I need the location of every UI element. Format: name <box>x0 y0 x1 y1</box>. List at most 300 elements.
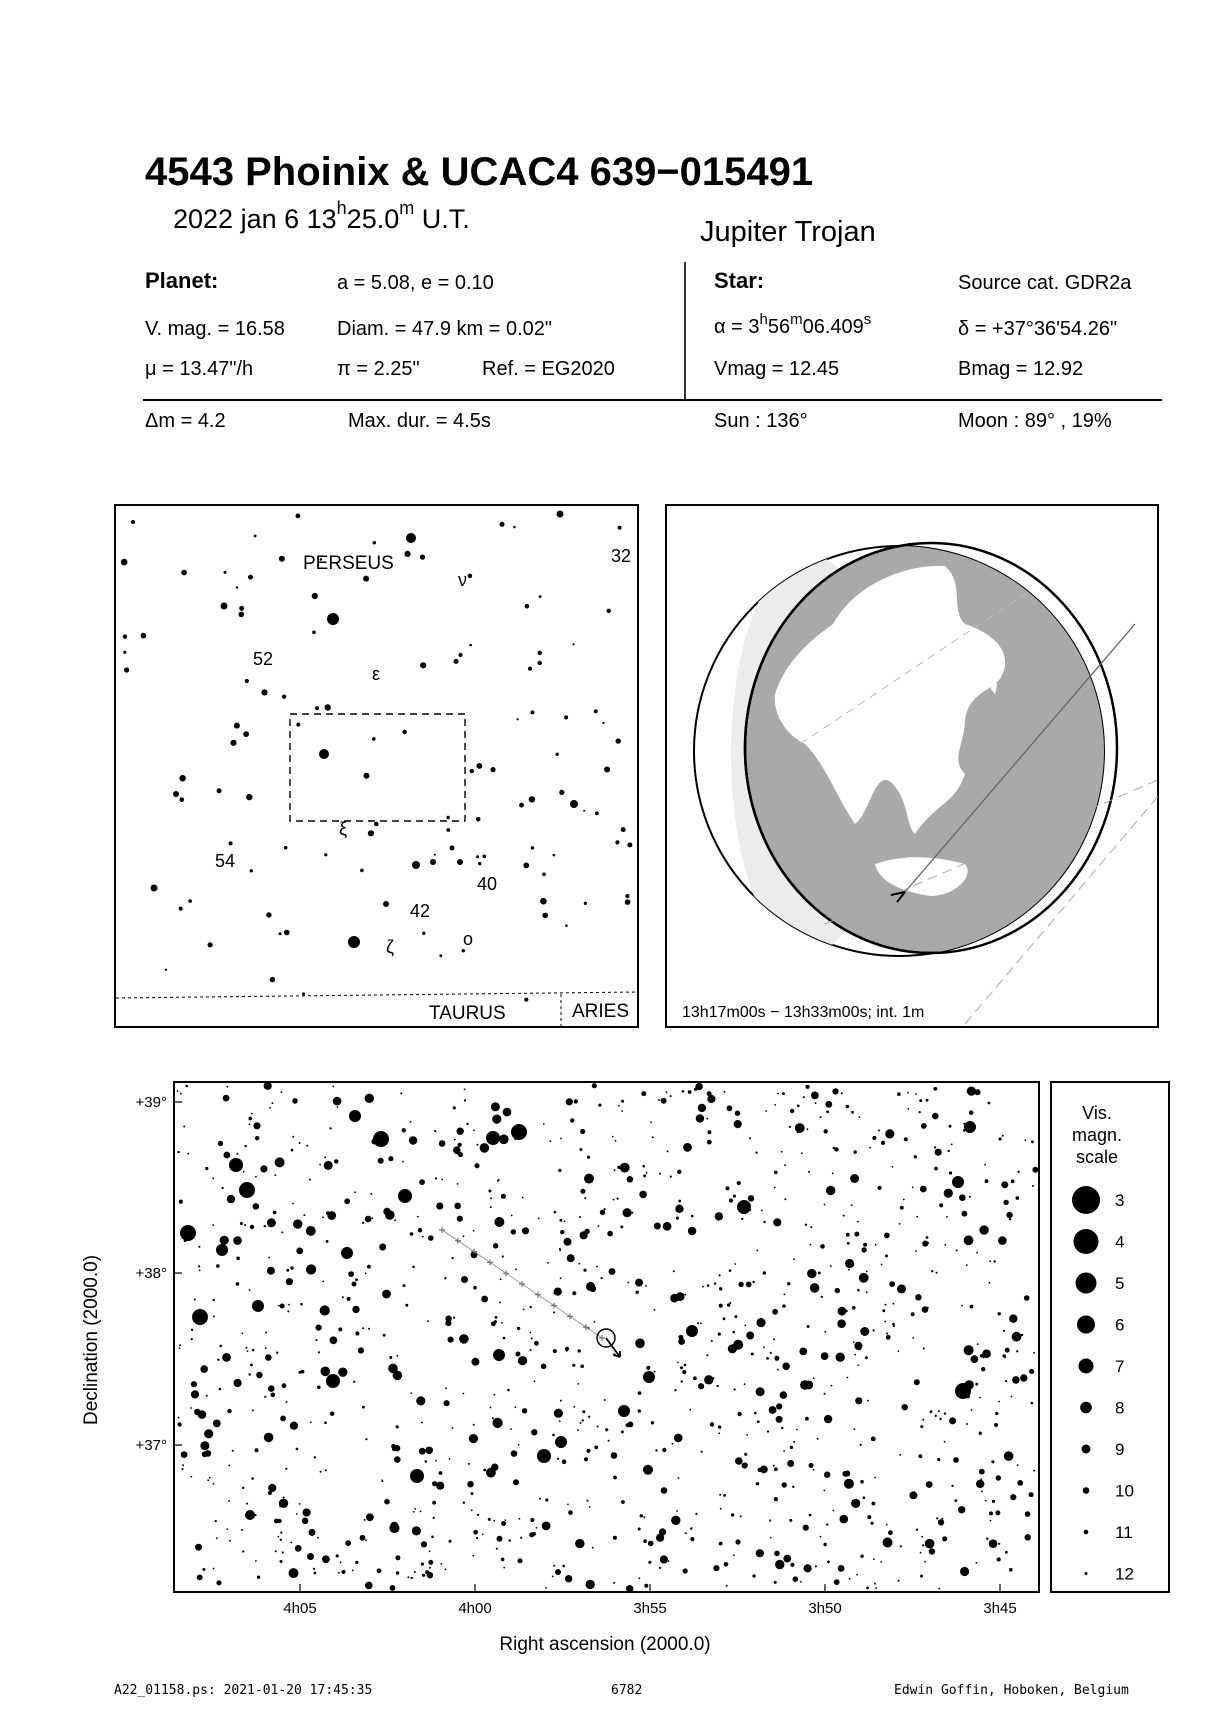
chart-star <box>236 1282 240 1286</box>
chart-star <box>948 1150 950 1152</box>
chart-star <box>1029 1369 1034 1374</box>
chart-star <box>444 1277 446 1279</box>
chart-star <box>436 1482 444 1490</box>
chart-star <box>280 1539 282 1541</box>
chart-star <box>886 1335 891 1340</box>
chart-star <box>988 1282 990 1284</box>
chart-star <box>866 1271 868 1273</box>
chart-star <box>364 1519 366 1521</box>
chart-star <box>824 1415 832 1423</box>
chart-star <box>370 1193 372 1195</box>
chart-star <box>353 1381 355 1383</box>
chart-star <box>371 1139 377 1145</box>
chart-star <box>793 1258 795 1260</box>
chart-star <box>683 1143 692 1152</box>
chart-star <box>711 1340 713 1342</box>
chart-star <box>578 1349 581 1352</box>
chart-star <box>663 1222 672 1231</box>
chart-star <box>405 1304 408 1307</box>
chart-star <box>223 1095 230 1102</box>
chart-star <box>541 1364 547 1370</box>
star-label-40: 40 <box>477 874 498 894</box>
chart-star <box>217 1359 219 1361</box>
chart-star <box>233 1236 242 1245</box>
chart-star <box>398 1189 412 1203</box>
chart-star <box>252 1349 255 1352</box>
chart-star <box>937 1458 940 1461</box>
finder-star <box>538 661 542 665</box>
chart-star <box>409 1136 417 1144</box>
chart-star <box>494 1217 504 1227</box>
chart-star <box>880 1561 882 1563</box>
chart-star <box>827 1561 830 1564</box>
chart-star <box>1016 1196 1020 1200</box>
chart-star <box>774 1356 779 1361</box>
chart-star <box>915 1250 917 1252</box>
chart-star <box>562 1460 567 1465</box>
legend-dot <box>1072 1186 1100 1214</box>
finder-star <box>296 514 301 519</box>
finder-star <box>141 633 147 639</box>
chart-star <box>635 1339 645 1349</box>
chart-star <box>197 1575 203 1581</box>
chart-star <box>321 1367 331 1377</box>
chart-star <box>326 1240 329 1243</box>
chart-star <box>219 1388 222 1391</box>
chart-star <box>620 1225 623 1228</box>
chart-star <box>586 1580 595 1589</box>
chart-star <box>251 1113 253 1115</box>
legend-mag-label: 9 <box>1115 1440 1125 1459</box>
chart-star <box>565 1575 572 1582</box>
chart-star <box>285 1468 287 1470</box>
chart-star <box>758 1468 762 1472</box>
chart-star <box>964 1121 976 1133</box>
chart-star <box>700 1323 702 1325</box>
chart-star <box>646 1172 648 1174</box>
footer-file: A22_01158.ps: 2021-01-20 17:45:35 <box>114 1683 373 1698</box>
chart-star <box>244 1224 246 1226</box>
chart-star <box>457 1143 461 1147</box>
chart-star <box>846 1233 850 1237</box>
chart-star <box>994 1423 998 1427</box>
chart-star <box>268 1385 275 1392</box>
info-table-lines <box>0 0 1212 460</box>
chart-star <box>636 1291 639 1294</box>
chart-star <box>729 1198 733 1202</box>
chart-star <box>452 1257 454 1259</box>
chart-star <box>989 1539 998 1548</box>
finder-star <box>312 593 318 599</box>
chart-star <box>577 1383 579 1385</box>
chart-star <box>473 1530 478 1535</box>
finder-star <box>123 634 127 638</box>
chart-star <box>782 1482 787 1487</box>
chart-star <box>601 1277 603 1279</box>
finder-star <box>261 689 267 695</box>
finder-star <box>595 811 599 815</box>
chart-star <box>754 1412 757 1415</box>
chart-star <box>807 1325 810 1328</box>
chart-star <box>953 1457 959 1463</box>
finder-star <box>594 709 598 713</box>
chart-star <box>912 1337 914 1339</box>
chart-star <box>737 1200 751 1214</box>
chart-star <box>1017 1171 1019 1173</box>
chart-star <box>324 1421 327 1424</box>
chart-star <box>840 1515 849 1524</box>
chart-star <box>963 1129 966 1132</box>
chart-star <box>586 1282 595 1291</box>
chart-star <box>729 1269 732 1272</box>
chart-star <box>774 1581 777 1584</box>
finder-star <box>420 555 425 560</box>
chart-star <box>706 1354 708 1356</box>
chart-star <box>429 1551 431 1553</box>
chart-star <box>980 1478 982 1480</box>
chart-star <box>851 1111 854 1114</box>
star-label-omicron: o <box>463 929 474 949</box>
chart-star <box>440 1563 442 1565</box>
chart-star <box>975 1089 981 1095</box>
chart-star <box>433 1517 435 1519</box>
chart-star <box>607 1231 613 1237</box>
chart-star <box>654 1309 656 1311</box>
finder-star <box>284 930 290 936</box>
legend-title-1: Vis. <box>1082 1103 1112 1123</box>
chart-star <box>702 1286 704 1288</box>
planet-label: Planet: <box>145 268 219 293</box>
chart-star <box>459 1334 469 1344</box>
finder-star <box>618 526 622 530</box>
chart-star <box>344 1198 350 1204</box>
chart-star <box>490 1407 492 1409</box>
chart-star <box>577 1429 579 1431</box>
chart-star <box>306 1226 316 1236</box>
chart-star <box>530 1518 534 1522</box>
planet-parallax: π = 2.25" <box>337 358 420 380</box>
chart-star <box>966 1264 968 1266</box>
chart-star <box>185 1085 188 1088</box>
chart-star <box>422 1236 424 1238</box>
chart-star <box>830 1265 832 1267</box>
chart-star <box>255 1136 259 1140</box>
finder-star <box>270 977 275 982</box>
chart-star <box>874 1583 876 1585</box>
finder-star <box>173 791 179 797</box>
planet-orbit: a = 5.08, e = 0.10 <box>337 272 494 294</box>
y-axis-label: Declination (2000.0) <box>81 1254 102 1426</box>
chart-star <box>213 1315 215 1317</box>
chart-star <box>518 1558 523 1563</box>
finder-star <box>181 570 187 576</box>
chart-star <box>756 1549 764 1557</box>
chart-star <box>429 1567 431 1569</box>
chart-star <box>683 1568 688 1573</box>
chart-star <box>621 1430 624 1433</box>
chart-star <box>869 1147 871 1149</box>
chart-star <box>949 1171 952 1174</box>
chart-star <box>278 1305 280 1307</box>
chart-star <box>594 1446 598 1450</box>
chart-star <box>1005 1348 1010 1353</box>
finder-star <box>372 737 376 741</box>
finder-star <box>539 595 542 598</box>
chart-star <box>689 1409 691 1411</box>
finder-star <box>282 695 286 699</box>
chart-star <box>892 1166 894 1168</box>
chart-star <box>250 1225 254 1229</box>
chart-star <box>815 1102 817 1104</box>
chart-star <box>979 1432 982 1435</box>
legend-dot <box>1083 1487 1090 1494</box>
legend-dot <box>1082 1445 1091 1454</box>
finder-star <box>500 522 505 527</box>
chart-star <box>813 1469 815 1471</box>
chart-star <box>846 1105 850 1109</box>
chart-star <box>273 1211 277 1215</box>
chart-star <box>718 1333 721 1336</box>
chart-star <box>574 1099 578 1103</box>
chart-star <box>318 1351 320 1353</box>
chart-star <box>572 1364 575 1367</box>
chart-star <box>878 1130 880 1132</box>
chart-star <box>178 1417 180 1419</box>
chart-star <box>666 1091 668 1093</box>
star-label-52: 52 <box>253 649 274 669</box>
chart-star <box>923 1348 925 1350</box>
chart-star <box>998 1543 1000 1545</box>
chart-star <box>439 1471 443 1475</box>
chart-star <box>587 1500 589 1502</box>
chart-star <box>621 1110 623 1112</box>
chart-star <box>222 1187 224 1189</box>
chart-star <box>994 1260 996 1262</box>
chart-star <box>815 1565 817 1567</box>
chart-star <box>897 1284 906 1293</box>
chart-star <box>365 1273 367 1275</box>
chart-star <box>299 1371 302 1374</box>
chart-star <box>385 1210 395 1220</box>
chart-star <box>564 1220 566 1222</box>
chart-star <box>436 1203 443 1210</box>
chart-star <box>598 1225 600 1227</box>
chart-star <box>680 1366 683 1369</box>
chart-star <box>774 1467 778 1471</box>
chart-star <box>216 1580 221 1585</box>
chart-star <box>320 1305 330 1315</box>
chart-star <box>552 1434 555 1437</box>
chart-star <box>675 1205 683 1213</box>
chart-star <box>239 1182 255 1198</box>
page-title: 4543 Phoinix & UCAC4 639−015491 <box>145 150 814 194</box>
chart-star <box>851 1499 860 1508</box>
chart-star <box>1010 1494 1016 1500</box>
chart-star <box>534 1341 539 1346</box>
chart-star <box>687 1330 689 1332</box>
chart-star <box>260 1165 267 1172</box>
finder-star <box>296 723 300 727</box>
finder-star <box>131 520 135 524</box>
chart-star <box>939 1203 943 1207</box>
chart-star <box>889 1281 895 1287</box>
chart-star <box>1016 1350 1018 1352</box>
chart-star <box>850 1174 859 1183</box>
chart-star <box>529 1532 534 1537</box>
chart-star <box>872 1136 876 1140</box>
chart-star <box>811 1092 819 1100</box>
chart-star <box>428 1235 434 1241</box>
finder-star <box>570 800 578 808</box>
chart-star <box>930 1410 933 1413</box>
globe-caption: 13h17m00s − 13h33m00s; int. 1m <box>682 1004 925 1021</box>
chart-star <box>652 1136 654 1138</box>
chart-star <box>871 1522 874 1525</box>
chart-star <box>295 1545 302 1552</box>
chart-star <box>491 1321 496 1326</box>
chart-star <box>1003 1200 1008 1205</box>
chart-star <box>281 1231 283 1233</box>
chart-star <box>929 1548 935 1554</box>
chart-star <box>824 1204 826 1206</box>
star-vmag: Vmag = 12.45 <box>714 358 840 380</box>
chart-star <box>732 1331 735 1334</box>
chart-star <box>282 1551 284 1553</box>
chart-star <box>866 1291 868 1293</box>
chart-star <box>182 1464 184 1466</box>
chart-star <box>715 1212 723 1220</box>
chart-star <box>735 1457 743 1465</box>
chart-star <box>756 1249 758 1251</box>
chart-star <box>471 1358 479 1366</box>
chart-star <box>808 1171 810 1173</box>
chart-star <box>204 1429 213 1438</box>
finder-star <box>254 535 257 538</box>
chart-star <box>427 1572 434 1579</box>
chart-star <box>727 1303 730 1306</box>
chart-star <box>863 1243 867 1247</box>
finder-star <box>374 822 379 827</box>
star-ra: $\alpha = 3^h56^m06.409^s$ <box>714 311 872 338</box>
chart-star <box>643 1516 645 1518</box>
chart-star <box>264 1396 266 1398</box>
chart-star <box>881 1264 883 1266</box>
chart-star <box>952 1176 964 1188</box>
chart-star <box>396 1355 398 1357</box>
chart-star <box>559 1250 561 1252</box>
chart-star <box>497 1536 503 1542</box>
chart-star <box>617 1198 619 1200</box>
chart-star <box>617 1166 620 1169</box>
finder-star <box>243 731 249 737</box>
chart-star <box>481 1296 488 1303</box>
chart-star <box>977 1343 979 1345</box>
finder-star <box>332 616 338 622</box>
chart-star <box>474 1163 479 1168</box>
chart-star <box>513 1479 519 1485</box>
chart-star <box>449 1540 452 1543</box>
chart-star <box>365 1438 367 1440</box>
chart-star <box>510 1428 512 1430</box>
chart-star <box>410 1469 424 1483</box>
x-axis-label: Right ascension (2000.0) <box>499 1634 711 1655</box>
chart-star <box>971 1305 973 1307</box>
chart-star <box>992 1500 995 1503</box>
chart-star <box>684 1364 687 1367</box>
finder-star <box>406 533 416 543</box>
chart-star <box>920 1425 923 1428</box>
chart-star <box>724 1562 729 1567</box>
chart-star <box>976 1252 978 1254</box>
legend-mag-label: 7 <box>1115 1357 1125 1376</box>
chart-star <box>787 1282 790 1285</box>
finder-star <box>221 603 228 610</box>
chart-star <box>473 1230 475 1232</box>
chart-star <box>857 1289 860 1292</box>
chart-star <box>921 1123 927 1129</box>
chart-star <box>567 1504 569 1506</box>
chart-star <box>682 1370 686 1374</box>
chart-star <box>554 1288 562 1296</box>
chart-star <box>899 1454 901 1456</box>
chart-star <box>360 1535 366 1541</box>
chart-star <box>291 1149 294 1152</box>
chart-star <box>1005 1380 1007 1382</box>
star-label: Star: <box>714 268 765 293</box>
chart-star <box>793 1441 795 1443</box>
chart-star <box>222 1353 231 1362</box>
chart-star <box>425 1447 433 1455</box>
chart-star <box>553 1565 555 1567</box>
chart-star <box>493 1394 495 1396</box>
legend-title-3: scale <box>1075 1147 1119 1167</box>
chart-star <box>313 1568 315 1570</box>
chart-star <box>468 1463 470 1465</box>
chart-star <box>954 1499 957 1502</box>
chart-star <box>718 1425 721 1428</box>
chart-star <box>539 1498 541 1500</box>
chart-star <box>239 1164 242 1167</box>
chart-star <box>584 1457 588 1461</box>
chart-star <box>707 1130 711 1134</box>
chart-star <box>684 1294 686 1296</box>
chart-star <box>859 1273 869 1283</box>
chart-star <box>698 1104 706 1112</box>
chart-star <box>900 1545 902 1547</box>
chart-star <box>838 1565 845 1572</box>
chart-star <box>678 1335 683 1340</box>
chart-star <box>847 1242 850 1245</box>
chart-star <box>514 1138 516 1140</box>
chart-star <box>522 1227 529 1234</box>
chart-star <box>194 1299 196 1301</box>
max-duration: Max. dur. = 4.5s <box>348 410 491 432</box>
chart-star <box>410 1232 414 1236</box>
chart-star <box>731 1513 734 1516</box>
finder-star <box>529 796 535 802</box>
chart-star <box>963 1123 965 1125</box>
chart-star <box>212 1177 214 1179</box>
chart-star <box>919 1454 923 1458</box>
chart-star <box>964 1345 974 1355</box>
chart-star <box>457 1216 463 1222</box>
chart-star <box>518 1356 527 1365</box>
chart-star <box>427 1320 429 1322</box>
chart-star <box>246 1503 248 1505</box>
chart-star <box>501 1322 503 1324</box>
chart-star <box>264 1082 272 1090</box>
chart-star <box>765 1110 767 1112</box>
